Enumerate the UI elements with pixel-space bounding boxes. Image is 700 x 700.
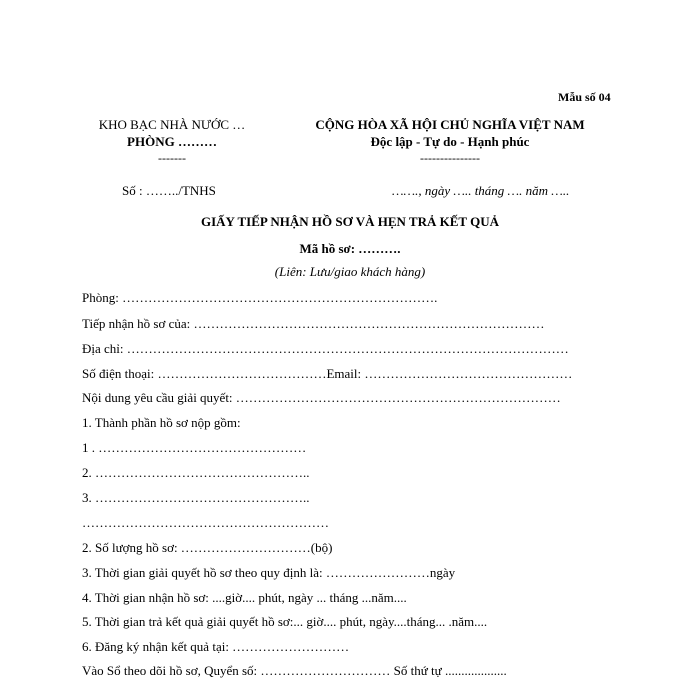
field-documents-heading: 1. Thành phần hồ sơ nộp gồm: — [82, 415, 241, 430]
header-left-divider: ------- — [158, 151, 186, 165]
field-address: Địa chỉ: ………………………………………………………………………………………… — [82, 341, 569, 356]
field-result-location: 6. Đăng ký nhận kết quả tại: ……………………… — [82, 639, 350, 654]
header-right-divider: --------------- — [420, 151, 480, 165]
field-document-item-1: 1 . ………………………………………… — [82, 440, 307, 455]
form-code: Mẫu số 04 — [558, 90, 611, 104]
field-received-from: Tiếp nhận hồ sơ của: ……………………………………………………………………… — [82, 316, 545, 331]
field-phone-email: Số điện thoại: …………………………………Email: ………………………………………… — [82, 366, 573, 381]
header-left-department: PHÒNG ……… — [127, 134, 217, 149]
header-right-country: CỘNG HÒA XÃ HỘI CHỦ NGHĨA VIỆT NAM — [315, 117, 585, 132]
field-log-book: Vào Sổ theo dõi hồ sơ, Quyển số: ………………………… Số thứ tự ................... — [82, 663, 507, 678]
header-left-agency: KHO BẠC NHÀ NƯỚC … — [98, 117, 246, 132]
field-receive-time: 4. Thời gian nhận hồ sơ: ....giờ.... phút, ngày ... tháng ...năm.... — [82, 590, 407, 605]
field-record-quantity: 2. Số lượng hồ sơ: …………………………(bộ) — [82, 540, 333, 555]
document-title: GIẤY TIẾP NHẬN HỒ SƠ VÀ HẸN TRẢ KẾT QUẢ — [201, 214, 499, 229]
field-processing-time: 3. Thời gian giải quyết hồ sơ theo quy định là: ……………………ngày — [82, 565, 456, 580]
record-code: Mã hồ sơ: ………. — [299, 241, 401, 256]
field-request-content: Nội dung yêu cầu giải quyết: ………………………………………………………………… — [82, 390, 561, 405]
header-right-motto: Độc lập - Tự do - Hạnh phúc — [370, 134, 530, 149]
field-document-item-extra: ………………………………………………… — [82, 515, 329, 530]
document-number: Số : ……../TNHS — [122, 183, 216, 198]
field-return-time: 5. Thời gian trả kết quả giải quyết hồ sơ:... giờ.... phút, ngày....tháng... .năm.... — [82, 614, 488, 629]
field-document-item-3: 3. ………………………………………….. — [82, 490, 310, 505]
field-document-item-2: 2. ………………………………………….. — [82, 465, 310, 480]
document-date: ……., ngày ….. tháng …. năm ….. — [392, 183, 570, 198]
copy-note: (Liên: Lưu/giao khách hàng) — [274, 264, 426, 279]
field-department: Phòng: ………………………………………………………………. — [82, 290, 438, 305]
